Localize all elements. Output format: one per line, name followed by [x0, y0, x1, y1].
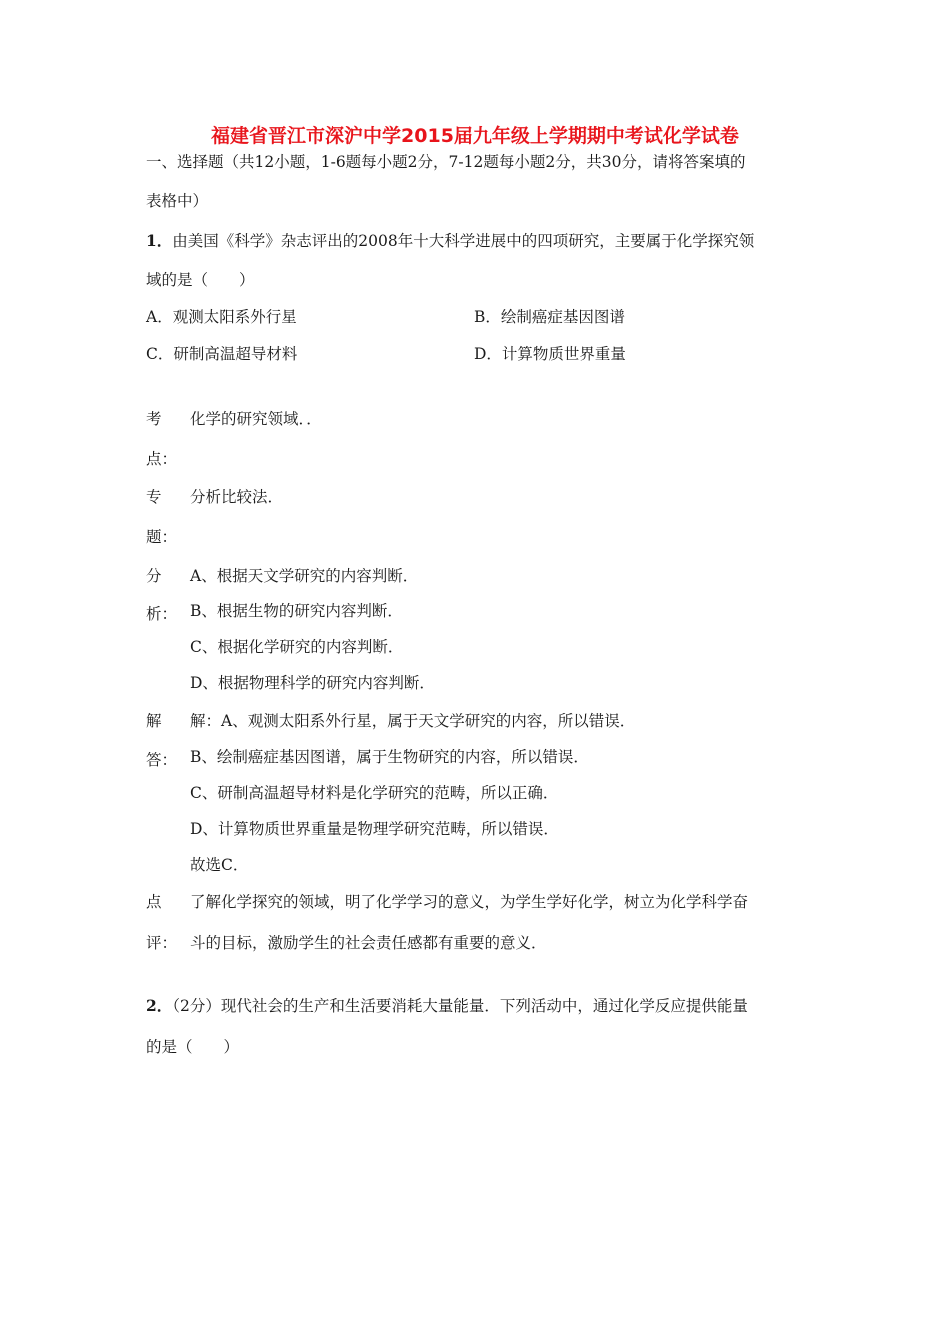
q2-stem: [146, 996, 748, 1016]
fenxi-line: A、根据天文学研究的内容判断．: [190, 567, 419, 585]
jieda-line: 故选C．: [190, 856, 249, 874]
kaodian-label-cont: 点：: [146, 450, 178, 468]
q1-stem-text: 由美国《科学》杂志评出的2008年十大科学进展中的四项研究，主要属于化学探究领: [172, 232, 755, 250]
page-title: 福建省晋江市深沪中学2015届九年级上学期期中考试化学试卷: [211, 125, 739, 147]
jieda-label: 解: [146, 712, 162, 730]
fenxi-label: 分: [146, 567, 162, 585]
q1-number: 1．: [146, 231, 173, 250]
dianping-label: 点: [146, 893, 162, 911]
dianping-label-cont: 评：: [146, 934, 178, 952]
fenxi-line: B、根据生物的研究内容判断．: [190, 602, 403, 620]
section-heading: 一、选择题（共12小题，1-6题每小题2分，7-12题每小题2分，共30分，请将答案填的: [146, 153, 746, 171]
zhuanti-label-cont: 题：: [146, 528, 178, 546]
section-heading-cont: 表格中）: [146, 192, 209, 210]
jieda-line: C、研制高温超导材料是化学研究的范畴，所以正确．: [190, 784, 559, 802]
fenxi-label-cont: 析：: [146, 605, 178, 623]
jieda-line: B、绘制癌症基因图谱，属于生物研究的内容，所以错误．: [190, 748, 589, 766]
q2-number: 2．: [146, 996, 173, 1015]
dianping-line: 了解化学探究的领域，明了化学学习的意义，为学生学好化学，树立为化学科学奋: [190, 893, 749, 911]
jieda-line: D、计算物质世界重量是物理学研究范畴，所以错误．: [190, 820, 559, 838]
q1-option-c: C．研制高温超导材料: [146, 345, 298, 363]
fenxi-line: C、根据化学研究的内容判断．: [190, 638, 404, 656]
fenxi-line: D、根据物理科学的研究内容判断．: [190, 674, 435, 692]
zhuanti-label: 专: [146, 488, 162, 506]
q1-stem: [146, 231, 754, 251]
q2-stem-cont: 的是（ ）: [146, 1038, 240, 1056]
dianping-line: 斗的目标，激励学生的社会责任感都有重要的意义．: [190, 934, 547, 952]
q1-option-b: B．绘制癌症基因图谱: [474, 308, 625, 326]
q1-stem-cont: 域的是（ ）: [146, 271, 255, 289]
kaodian-text: 化学的研究领域．．: [190, 410, 322, 428]
zhuanti-text: 分析比较法．: [190, 488, 284, 506]
q1-option-d: D．计算物质世界重量: [474, 345, 626, 363]
q1-option-a: A．观测太阳系外行星: [146, 308, 297, 326]
jieda-label-cont: 答：: [146, 751, 178, 769]
jieda-line: 解：A、观测太阳系外行星，属于天文学研究的内容，所以错误．: [190, 712, 636, 730]
kaodian-label: 考: [146, 410, 162, 428]
q2-stem-text: （2分）现代社会的生产和生活要消耗大量能量．下列活动中，通过化学反应提供能量: [172, 997, 748, 1015]
